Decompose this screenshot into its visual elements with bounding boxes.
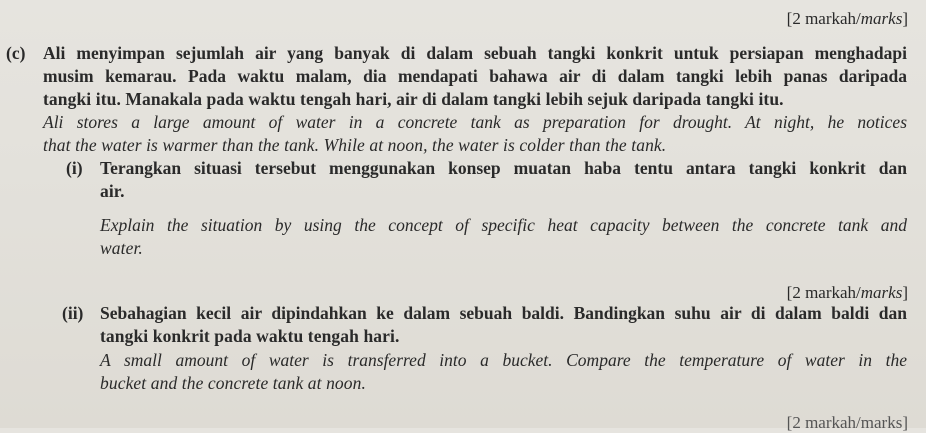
question-label: (c): [6, 43, 26, 63]
marks-allocation-top: [787, 9, 908, 29]
marks-allocation-part-i: [787, 283, 908, 303]
question-malay-line-1: Ali menyimpan sejumlah air yang banyak di dalam sebuah tangki konkrit untuk persiapan menghadapi: [43, 43, 907, 63]
question-malay-line-3: tangki itu. Manakala pada waktu tengah hari, air di dalam tangki lebih sejuk daripada tangki itu.: [43, 89, 784, 109]
part-ii-english-line-1: A small amount of water is transferred into a bucket. Compare the temperature of water in the: [100, 350, 907, 370]
part-i-english-line-1: Explain the situation by using the concept of specific heat capacity between the concrete tank and: [100, 215, 907, 235]
question-english-line-2: that the water is warmer than the tank. While at noon, the water is colder than the tank.: [43, 135, 667, 155]
marks-allocation-part-ii: [2 markah/marks]: [786, 413, 908, 432]
question-english-line-1: Ali stores a large amount of water in a concrete tank as preparation for drought. At night, he notices: [43, 112, 907, 132]
part-ii-malay-line-2: tangki konkrit pada waktu tengah hari.: [100, 326, 400, 346]
marks-close-bracket: ]: [902, 283, 908, 302]
part-ii-english-line-2: bucket and the concrete tank at noon.: [100, 373, 366, 393]
part-i-malay-line-2: air.: [100, 181, 125, 201]
question-malay-line-2: musim kemarau. Pada waktu malam, dia mendapati bahawa air di dalam tangki lebih panas daripada: [43, 66, 907, 86]
part-i-label: (i): [66, 158, 83, 178]
marks-label-malay: [2 markah/: [786, 9, 861, 28]
marks-label-english: marks: [860, 9, 903, 28]
part-i-english-line-2: water.: [100, 238, 143, 258]
marks-close-bracket: ]: [902, 9, 908, 28]
marks-label-malay: [2 markah/: [786, 283, 861, 302]
marks-label-english: marks: [860, 283, 903, 302]
part-ii-label: (ii): [62, 303, 84, 323]
part-i-malay-line-1: Terangkan situasi tersebut menggunakan konsep muatan haba tentu antara tangki konkrit dan: [100, 158, 907, 178]
part-ii-malay-line-1: Sebahagian kecil air dipindahkan ke dalam sebuah baldi. Bandingkan suhu air di dalam baldi dan: [100, 303, 907, 323]
